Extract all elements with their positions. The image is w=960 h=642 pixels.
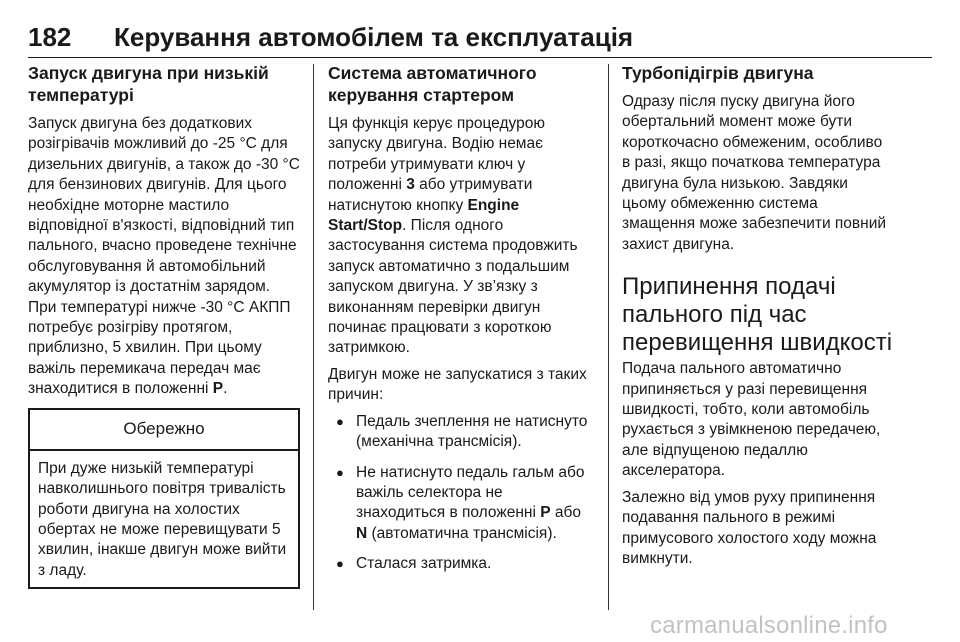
reasons-list — [328, 412, 594, 575]
list-item: ● Сталася затримка. — [328, 554, 594, 574]
fuel-cutoff-paragraph-2: Залежно від умов руху припинення подавання пального в режимі примусового холостого ходу можна вимкнути. — [622, 488, 877, 567]
column-left — [28, 62, 300, 589]
bullet-icon: ● — [336, 464, 344, 480]
turbo-paragraph: Одразу після пуску двигуна його обертальний момент може бути короткочасно обмеженим, особливо в разі, якщо початкова температура двигуна була низькою. Завдяки цьому обмеженню система змащення може забезпечити повний захист двигуна. — [622, 93, 887, 253]
caution-text: При дуже низькій температурі навколишнього повітря тривалість роботи двигуна на холостих обертах не може перевищувати 5 хвилин, інакше двигун може вийти з ладу. — [38, 459, 287, 579]
caution-box — [28, 408, 300, 589]
column-middle — [328, 62, 594, 585]
reasons-intro: Двигун може не запускатися з таких причин: — [328, 365, 587, 404]
page-header — [28, 18, 932, 58]
section-heading-starter-control: Система автоматичного керування стартером — [328, 63, 537, 105]
caution-title: Обережно — [30, 410, 298, 451]
column-divider — [608, 64, 609, 610]
section-heading-fuel-cutoff: Припинення подачі пального під час перевищення швидкості — [622, 273, 893, 357]
caution-body — [30, 451, 298, 587]
section-heading-turbo: Турбопідігрів двигуна — [622, 63, 814, 83]
page-number: 182 — [28, 22, 72, 52]
cold-start-paragraph: Запуск двигуна без додаткових розігрівачів можливий до -25 °C для дизельних двигунів, а також до -30 °C для бензинових двигунів. Для цього необхідне моторне мастило відповідної в'язкості, відповідний тип пального, вчасно проведене технічне обслуговування й автомобільний акумулятор із достатнім зарядом. При температурі нижче -30 °C АКПП потребує розігріву протягом, приблизно, 5 хвилин. При цьому важіль перемикача передач має знаходитися в положенні P. — [28, 115, 300, 398]
column-divider — [313, 64, 314, 610]
watermark: carmanualsonline.info — [650, 612, 888, 639]
list-item: ● Не натиснуто педаль гальм або важіль селектора не знаходиться в положенні P або N (автоматична трансмісія). — [336, 463, 585, 542]
starter-control-paragraph: Ця функція керує процедурою запуску двигуна. Водію немає потреби утримувати ключ у положенні 3 або утримувати натиснутою кнопку Engine Start/Stop. Після одного застосування система продовжить запуск автоматично з подальшим запуском двигуна. У зв’язку з виконанням перевірки двигун починає працювати з короткою затримкою. — [328, 115, 578, 357]
list-item: ● Педаль зчеплення не натиснуто (механічна трансмісія). — [336, 412, 588, 451]
section-heading-cold-start: Запуск двигуна при низькій температурі — [28, 63, 269, 105]
fuel-cutoff-paragraph: Подача пального автоматично припиняється у разі перевищення швидкості, тобто, коли автомобіль рухається з увімкненою передачею, але відпущеною педаллю акселератора. — [622, 360, 881, 480]
column-right — [622, 62, 894, 575]
bullet-icon: ● — [336, 413, 344, 429]
running-title: Керування автомобілем та експлуатація — [114, 22, 634, 52]
bullet-icon: ● — [336, 556, 344, 572]
